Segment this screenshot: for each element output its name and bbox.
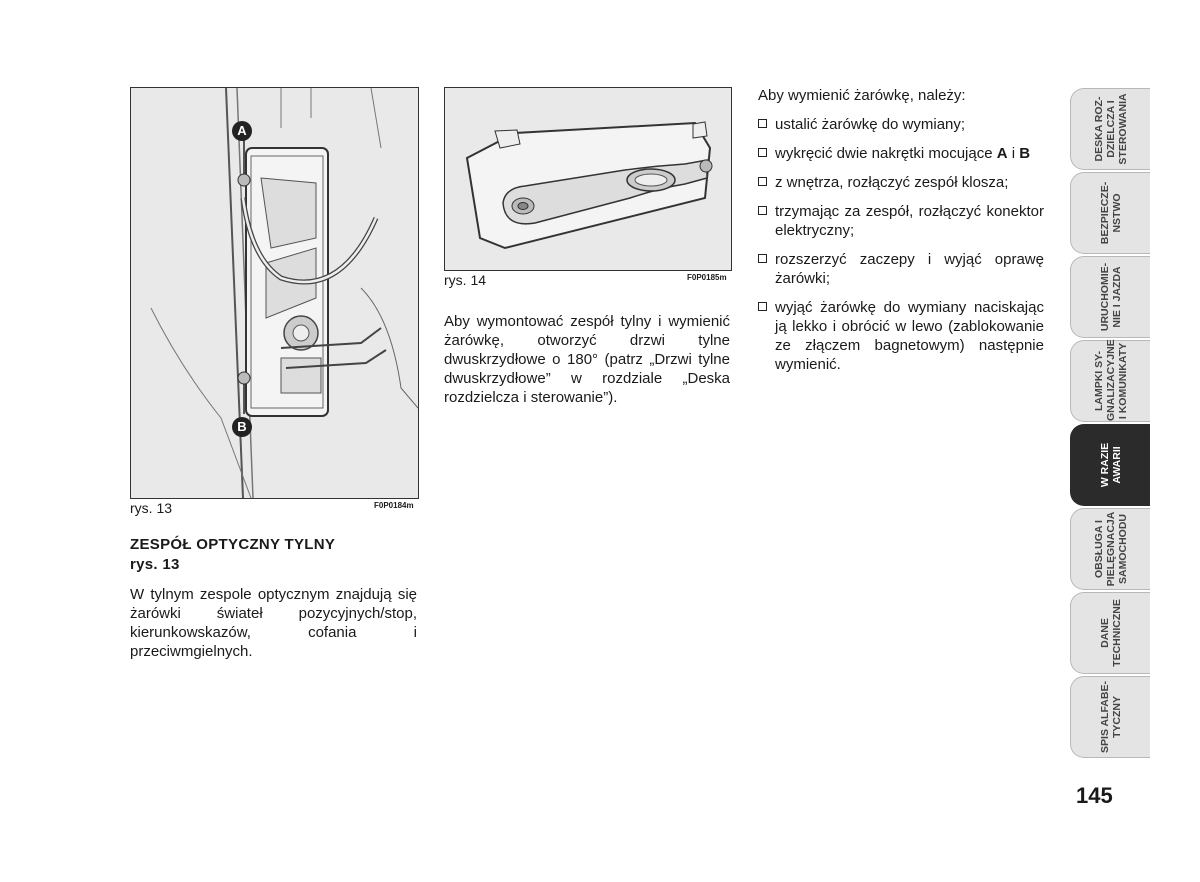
- section-text: W tylnym zespole optycznym znajdują się żarówki świateł pozycyjnych/stop, kierunkowskazów, cofania i przeciwmgielnych.: [130, 586, 417, 660]
- figure-14-caption: rys. 14: [444, 272, 487, 288]
- tab-dane-techniczne[interactable]: [1070, 592, 1150, 674]
- chapter-tabs: [1070, 88, 1150, 760]
- figure-13-caption: rys. 13: [130, 500, 173, 516]
- tab-label: OBSŁUGA I PIELĘGNACJA SAMOCHODU: [1092, 511, 1129, 587]
- rear-lamp-drawing: [131, 88, 418, 498]
- figure-13-code: F0P0184m: [374, 501, 414, 510]
- tab-label: W RAZIE AWARII: [1098, 442, 1123, 488]
- step-item: [758, 202, 1044, 240]
- step-item: [758, 298, 1044, 374]
- tab-spis-alfabetyczny[interactable]: [1070, 676, 1150, 758]
- tab-label: URUCHOMIE- NIE I JAZDA: [1098, 262, 1123, 332]
- section-title: ZESPÓŁ OPTYCZNY TYLNY: [130, 536, 336, 553]
- tab-obsluga[interactable]: [1070, 508, 1150, 590]
- section-subtitle: rys. 13: [130, 556, 180, 573]
- step-ref-a: A: [996, 145, 1008, 162]
- figure-14-lamp-unit-illustration: [444, 87, 732, 271]
- step-item: [758, 250, 1044, 288]
- step-text: wykręcić dwie nakrętki mocujące: [775, 145, 997, 162]
- checkbox-bullet-icon: [758, 302, 767, 311]
- tab-label: SPIS ALFABE- TYCZNY: [1098, 681, 1123, 753]
- tab-label: BEZPIECZE- NSTWO: [1098, 181, 1123, 245]
- checkbox-bullet-icon: [758, 119, 767, 128]
- tab-bezpieczenstwo[interactable]: [1070, 172, 1150, 254]
- step-text: ustalić żarówkę do wymiany;: [775, 116, 966, 133]
- tab-label: LAMPKI SY- GNALIZACYJNE I KOMUNIKATY: [1092, 339, 1129, 421]
- figure-13-rear-lamp-illustration: [130, 87, 419, 499]
- marker-a: A: [232, 121, 252, 141]
- step-item: [758, 173, 1044, 192]
- replacement-steps: [758, 86, 1044, 384]
- step-text: z wnętrza, rozłączyć zespół klosza;: [775, 174, 1009, 191]
- checkbox-bullet-icon: [758, 177, 767, 186]
- checkbox-bullet-icon: [758, 254, 767, 263]
- step-text: wyjąć żarówkę do wymiany naciskając ją lekko i obrócić w lewo (zablokowanie ze złączem bagnetowym) następnie wymienić.: [775, 299, 1044, 373]
- step-item: [758, 144, 1044, 163]
- step-ref-b: B: [1019, 145, 1031, 162]
- marker-b: B: [232, 417, 252, 437]
- step-text-joiner: i: [1007, 145, 1020, 162]
- tab-label: DANE TECHNICZNE: [1098, 599, 1123, 667]
- tab-w-razie-awarii[interactable]: [1070, 424, 1150, 506]
- tab-deska-rozdzielcza[interactable]: [1070, 88, 1150, 170]
- middle-text: Aby wymontować zespół tylny i wymienić żarówkę, otworzyć drzwi tylne dwuskrzydłowe o 180° (patrz „Drzwi tylne dwuskrzydłowe” w rozdziale „Deska rozdzielcza i sterowanie”).: [444, 313, 730, 406]
- checkbox-bullet-icon: [758, 148, 767, 157]
- step-text: trzymając za zespół, rozłączyć konektor elektryczny;: [775, 203, 1044, 239]
- figure-14-code: F0P0185m: [687, 273, 727, 282]
- checkbox-bullet-icon: [758, 206, 767, 215]
- step-text: rozszerzyć zaczepy i wyjąć oprawę żarówki;: [775, 251, 1044, 287]
- page-number: 145: [1076, 783, 1113, 808]
- lamp-unit-drawing: [445, 88, 731, 270]
- steps-intro: Aby wymienić żarówkę, należy:: [758, 87, 966, 104]
- tab-label: DESKA ROZ- DZIELCZA I STEROWANIA: [1092, 93, 1129, 165]
- tab-uruchomienie[interactable]: [1070, 256, 1150, 338]
- tab-lampki[interactable]: [1070, 340, 1150, 422]
- step-item: [758, 115, 1044, 134]
